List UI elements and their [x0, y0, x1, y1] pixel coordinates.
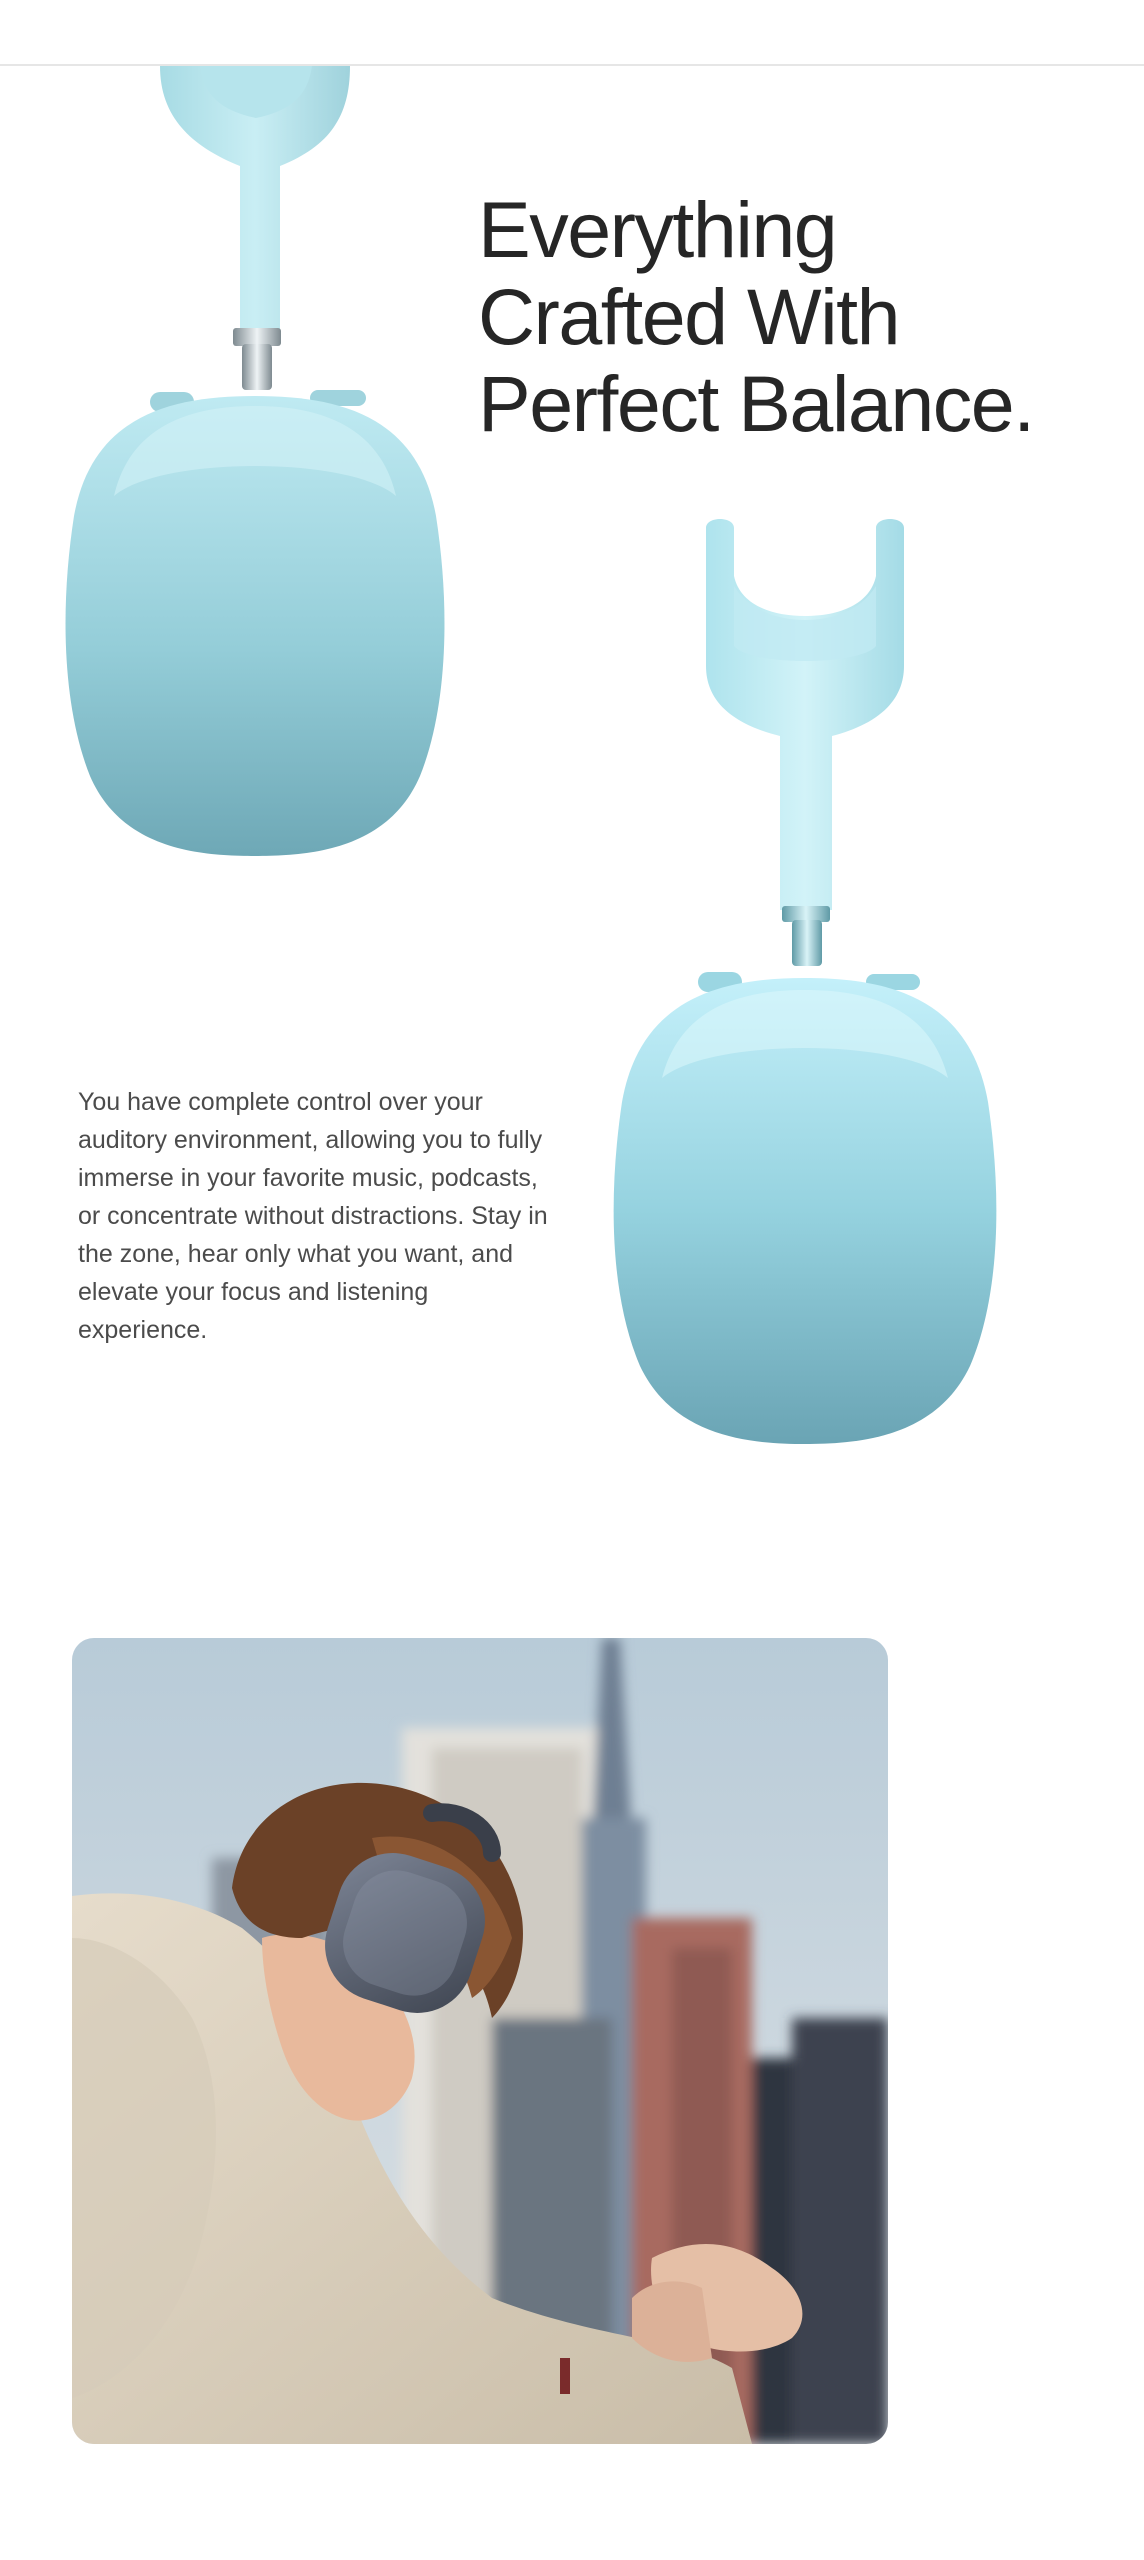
headline-line-1: Everything: [478, 185, 837, 274]
product-image-top: [50, 66, 460, 872]
description-paragraph: You have complete control over your auditory environment, allowing you to fully immerse in your favorite music, podcasts, or concentrate without distractions. Stay in the zone, hear only what you want, and elevate your focus and listening experience.: [78, 1088, 548, 1344]
headline: [478, 186, 1118, 447]
product-image-bottom: [600, 516, 1010, 1446]
headline-line-2: Crafted With: [478, 272, 900, 361]
headline-line-3: Perfect Balance.: [478, 359, 1034, 448]
lifestyle-photo: [72, 1638, 888, 2444]
